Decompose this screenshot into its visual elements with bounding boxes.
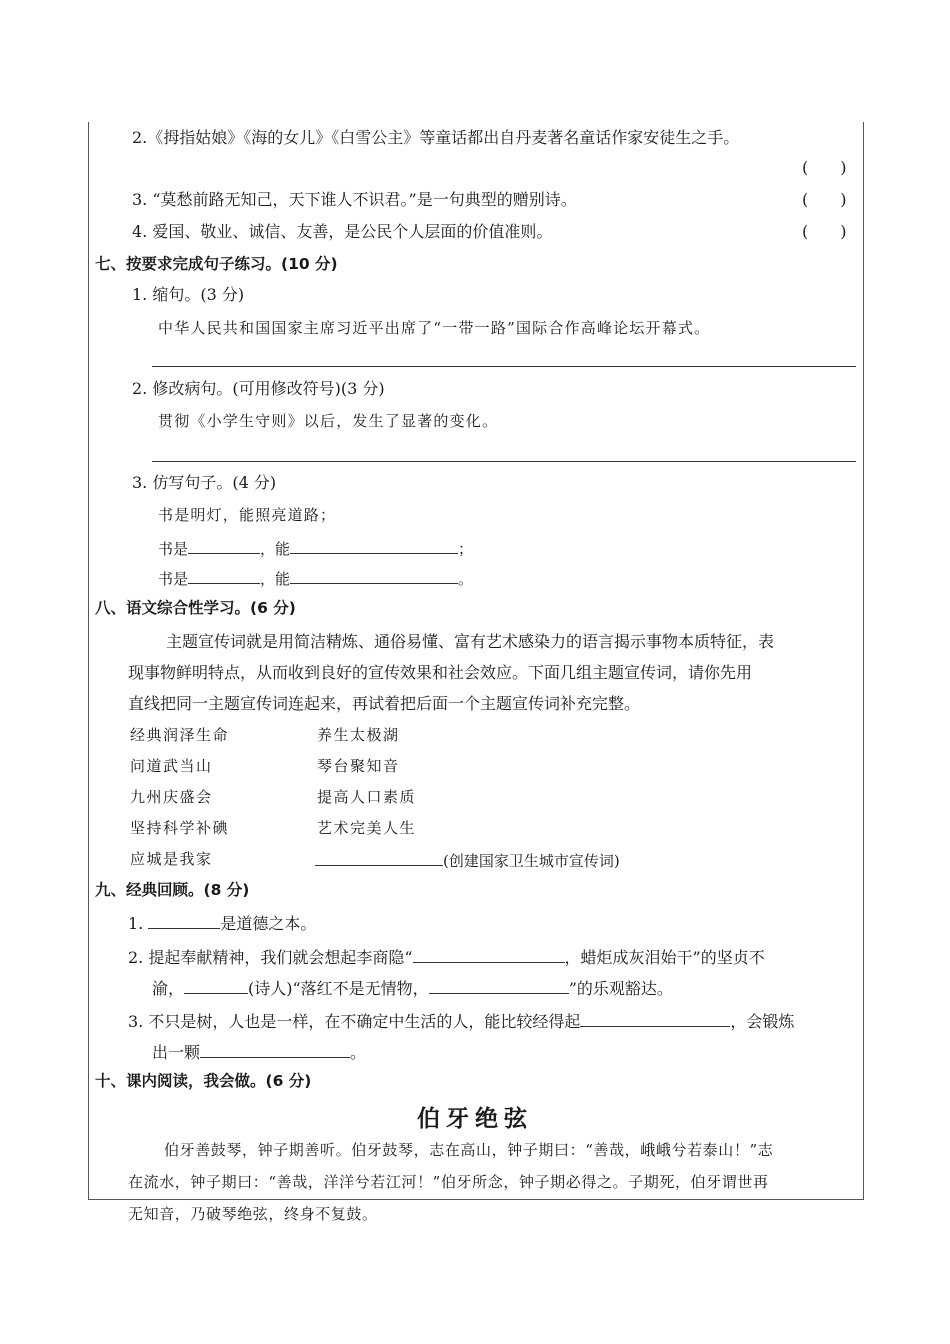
classic-item-3 xyxy=(128,1010,794,1032)
slogan-left[interactable]: 应城是我家 xyxy=(130,850,213,868)
answer-paren-3[interactable]: ( ) xyxy=(802,190,847,209)
slogan-left[interactable]: 经典润泽生命 xyxy=(130,726,230,744)
blank-field[interactable] xyxy=(580,1010,730,1027)
reading-line: 无知音，乃破琴绝弦，终身不复鼓。 xyxy=(128,1205,378,1223)
imitation-mid: ，能 xyxy=(260,540,291,558)
blank-field[interactable] xyxy=(188,567,260,584)
slogan-note: (创建国家卫生城市宣传词) xyxy=(443,852,620,870)
item-text: 2. 提起奉献精神，我们就会想起李商隐“ xyxy=(128,948,413,967)
imitation-line-1 xyxy=(158,537,473,559)
reading-line: 伯牙善鼓琴，钟子期善听。伯牙鼓琴，志在高山，钟子期曰：“善哉，峨峨兮若泰山！”志 xyxy=(164,1141,774,1159)
judge-item-3: 3. “莫愁前路无知己，天下谁人不识君。”是一句典型的赠别诗。 xyxy=(132,190,577,209)
imitation-mid: ，能 xyxy=(260,570,291,588)
sentence-2-text: 贯彻《小学生守则》以后，发生了显著的变化。 xyxy=(158,412,499,430)
item-number: 1. xyxy=(128,914,144,933)
judge-item-4: 4. 爱国、敬业、诚信、友善，是公民个人层面的价值准则。 xyxy=(132,222,553,241)
slogan-right[interactable]: 养生太极湖 xyxy=(317,726,400,744)
sentence-1-text: 中华人民共和国国家主席习近平出席了“一带一路”国际合作高峰论坛开幕式。 xyxy=(158,319,711,337)
classic-item-2-cont xyxy=(152,977,673,999)
paragraph-line: 现事物鲜明特点，从而收到良好的宣传效果和社会效应。下面几组主题宣传词，请你先用 xyxy=(128,663,753,682)
answer-line-2[interactable] xyxy=(152,461,856,462)
item-text: 出一颗 xyxy=(152,1043,201,1062)
section-10-heading: 十、课内阅读，我会做。(6 分) xyxy=(95,1072,312,1090)
slogan-fill-line xyxy=(315,849,620,871)
classic-item-1 xyxy=(128,912,316,934)
sentence-3-example: 书是明灯，能照亮道路； xyxy=(158,506,337,524)
blank-field[interactable] xyxy=(290,567,458,584)
blank-field[interactable] xyxy=(184,977,248,994)
item-text: 。 xyxy=(350,1043,367,1062)
sentence-3-label: 3. 仿写句子。(4 分) xyxy=(132,473,277,492)
blank-field[interactable] xyxy=(429,977,569,994)
item-text: (诗人)“落红不是无情物， xyxy=(248,979,429,998)
slogan-right[interactable]: 提高人口素质 xyxy=(317,788,417,806)
answer-paren-4[interactable]: ( ) xyxy=(802,222,847,241)
answer-paren-2[interactable]: ( ) xyxy=(802,158,847,177)
blank-field[interactable] xyxy=(315,849,443,866)
blank-field[interactable] xyxy=(148,912,220,929)
section-8-heading: 八、语文综合性学习。(6 分) xyxy=(95,599,296,617)
slogan-left[interactable]: 九州庆盛会 xyxy=(130,788,213,806)
worksheet-frame xyxy=(88,122,864,1200)
item-text: ”的乐观豁达。 xyxy=(568,979,673,998)
blank-field[interactable] xyxy=(188,537,260,554)
item-text: ，会锻炼 xyxy=(730,1012,795,1031)
blank-field[interactable] xyxy=(413,946,565,963)
section-9-heading: 九、经典回顾。(8 分) xyxy=(95,881,250,899)
item-text: 是道德之本。 xyxy=(220,914,317,933)
imitation-line-2 xyxy=(158,567,473,589)
judge-item-2: 2.《拇指姑娘》《海的女儿》《白雪公主》等童话都出自丹麦著名童话作家安徒生之手。 xyxy=(132,128,740,147)
paragraph-line: 主题宣传词就是用简洁精炼、通俗易懂、富有艺术感染力的语言揭示事物本质特征，表 xyxy=(166,632,775,651)
item-text: 渝， xyxy=(152,979,185,998)
item-text: ，蜡炬成灰泪始干”的坚贞不 xyxy=(564,948,765,967)
imitation-end: ； xyxy=(458,540,474,558)
classic-item-3-cont xyxy=(152,1041,366,1063)
reading-title: 伯牙绝弦 xyxy=(417,1106,533,1132)
blank-field[interactable] xyxy=(290,537,458,554)
imitation-prefix: 书是 xyxy=(158,540,189,558)
sentence-2-label: 2. 修改病句。(可用修改符号)(3 分) xyxy=(132,379,385,398)
item-text: 3. 不只是树，人也是一样，在不确定中生活的人，能比较经得起 xyxy=(128,1012,581,1031)
blank-field[interactable] xyxy=(200,1041,350,1058)
imitation-end: 。 xyxy=(458,570,474,588)
slogan-right[interactable]: 琴台聚知音 xyxy=(317,757,400,775)
slogan-left[interactable]: 坚持科学补碘 xyxy=(130,819,230,837)
paragraph-line: 直线把同一主题宣传词连起来，再试着把后面一个主题宣传词补充完整。 xyxy=(128,694,641,713)
slogan-left[interactable]: 问道武当山 xyxy=(130,757,213,775)
reading-line: 在流水，钟子期曰：“善哉，洋洋兮若江河！”伯牙所念，钟子期必得之。子期死，伯牙谓世再 xyxy=(128,1173,769,1191)
classic-item-2 xyxy=(128,946,765,968)
sentence-1-label: 1. 缩句。(3 分) xyxy=(132,285,245,304)
section-7-heading: 七、按要求完成句子练习。(10 分) xyxy=(95,255,338,273)
imitation-prefix: 书是 xyxy=(158,570,189,588)
slogan-right[interactable]: 艺术完美人生 xyxy=(317,819,417,837)
answer-line-1[interactable] xyxy=(152,366,856,367)
